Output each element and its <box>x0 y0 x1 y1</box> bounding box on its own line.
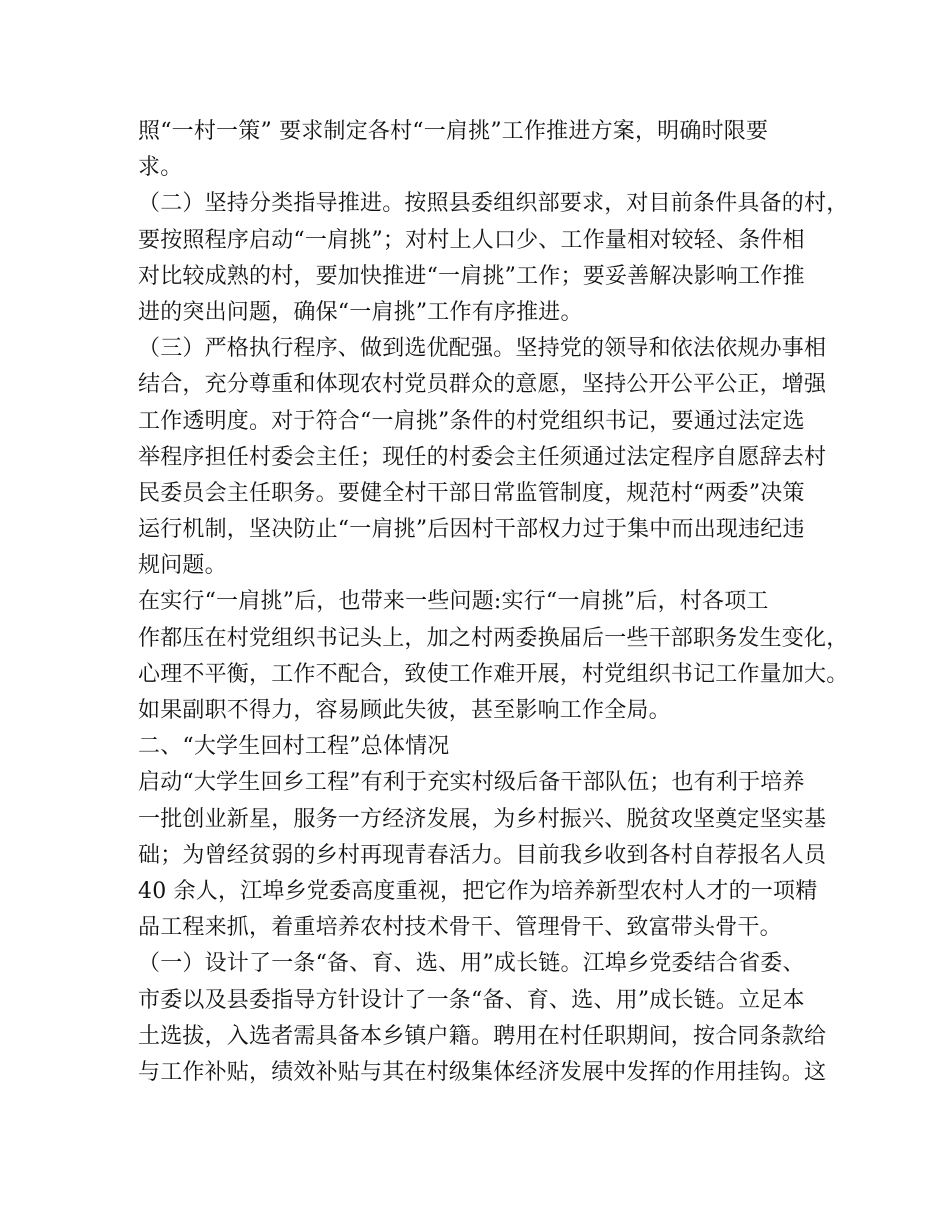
text-line: （三）严格执行程序、做到选优配强。坚持党的领导和依法依规办事相 <box>138 336 827 362</box>
text-line: 运行机制，坚决防止“一肩挑”后因村干部权力过于集中而出现违纪违 <box>138 517 805 543</box>
text-line: 规问题。 <box>138 553 227 579</box>
text-line: （二）坚持分类指导推进。按照县委组织部要求，对目前条件具备的村， <box>138 191 849 217</box>
text-line: 要按照程序启动“一肩挑”；对村上人口少、工作量相对较轻、条件相 <box>138 227 805 253</box>
body-text <box>138 114 849 1091</box>
text-line: 结合，充分尊重和体现农村党员群众的意愿，坚持公开公平公正，增强 <box>138 372 827 398</box>
text-line: 求。 <box>138 155 183 181</box>
text-line: 对比较成熟的村，要加快推进“一肩挑”工作；要妥善解决影响工作推 <box>138 263 805 289</box>
text-line: 民委员会主任职务。要健全村干部日常监管制度，规范村“两委”决策 <box>138 480 805 506</box>
text-line: 工作透明度。对于符合“一肩挑”条件的村党组织书记，要通过法定选 <box>138 408 805 434</box>
text-line: 与工作补贴，绩效补贴与其在村级集体经济发展中发挥的作用挂钩。这 <box>138 1059 827 1085</box>
text-line: 一批创业新星，服务一方经济发展，为乡村振兴、脱贫攻坚奠定坚实基 <box>138 806 827 832</box>
text-line: 品工程来抓，着重培养农村技术骨干、管理骨干、致富带头骨干。 <box>138 915 782 941</box>
text-line: （一）设计了一条“备、育、选、用”成长链。江埠乡党委结合省委、 <box>138 951 805 977</box>
text-line: 如果副职不得力，容易顾此失彼，甚至影响工作全局。 <box>138 698 671 723</box>
text-line: 心理不平衡，工作不配合，致使工作难开展，村党组织书记工作量加大。 <box>138 661 849 687</box>
section-heading: 二、“大学生回村工程”总体情况 <box>138 734 450 760</box>
text-line: 举程序担任村委会主任；现任的村委会主任须通过法定程序自愿辞去村 <box>138 444 827 470</box>
text-line: 40 余人，江埠乡党委高度重视，把它作为培养新型农村人才的一项精 <box>138 878 818 904</box>
text-line: 进的突出问题，确保“一肩挑”工作有序推进。 <box>138 299 583 325</box>
text-line: 作都压在村党组织书记头上，加之村两委换届后一些干部职务发生变化， <box>138 625 849 651</box>
text-line: 础；为曾经贫弱的乡村再现青春活力。目前我乡收到各村自荐报名人员 <box>138 842 827 868</box>
text-line: 照“一村一策” 要求制定各村“一肩挑”工作推进方案，明确时限要 <box>138 119 769 144</box>
text-line: 土选拔，入选者需具备本乡镇户籍。聘用在村任职期间，按合同条款给 <box>138 1023 827 1049</box>
text-line: 在实行“一肩挑”后，也带来一些问题:实行“一肩挑”后，村各项工 <box>138 589 769 615</box>
text-line: 市委以及县委指导方针设计了一条“备、育、选、用”成长链。立足本 <box>138 987 805 1013</box>
text-line: 启动“大学生回乡工程”有利于充实村级后备干部队伍；也有利于培养 <box>138 770 805 796</box>
